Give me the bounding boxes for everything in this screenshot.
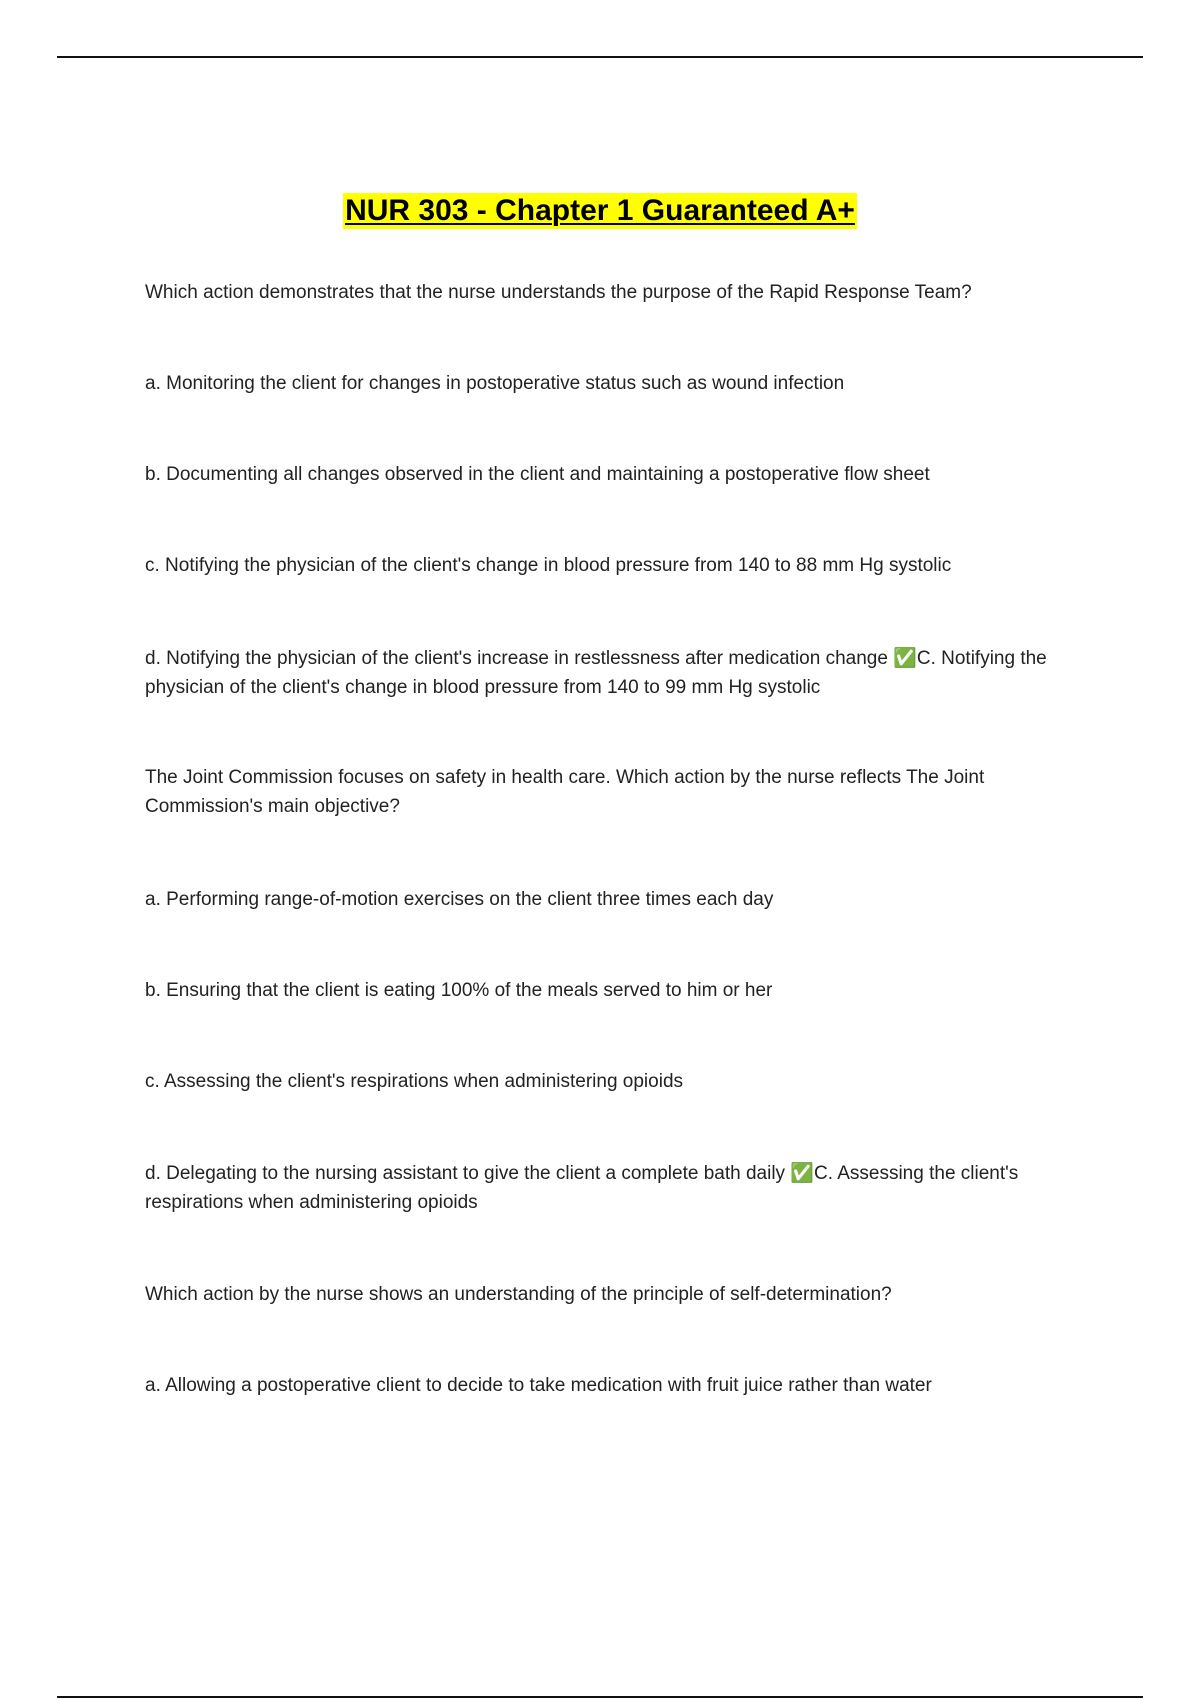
question-1: Which action demonstrates that the nurse understands the purpose of the Rapid Response Team? — [145, 282, 972, 303]
question-2: The Joint Commission focuses on safety in health care. Which action by the nurse reflects The Joint Commission's main objective? — [145, 767, 985, 817]
document-title: NUR 303 - Chapter 1 Guaranteed A+ — [345, 194, 855, 227]
footer-rule — [57, 1696, 1143, 1698]
title-container — [0, 193, 1200, 229]
question-1-option-a: a. Monitoring the client for changes in postoperative status such as wound infection — [145, 373, 845, 394]
question-2-option-c: c. Assessing the client's respirations when administering opioids — [145, 1071, 684, 1092]
question-1-option-d-answer: d. Notifying the physician of the client's increase in restlessness after medication change ✅C. Notifying the physician of the client's change in blood pressure from 140 to 99 mm Hg systolic — [145, 648, 1047, 698]
question-1-option-c: c. Notifying the physician of the client's change in blood pressure from 140 to 88 mm Hg systolic — [145, 555, 952, 576]
question-3: Which action by the nurse shows an understanding of the principle of self-determination? — [145, 1284, 892, 1305]
question-3-option-a: a. Allowing a postoperative client to decide to take medication with fruit juice rather than water — [145, 1375, 932, 1396]
question-1-option-b: b. Documenting all changes observed in the client and maintaining a postoperative flow sheet — [145, 464, 930, 485]
question-2-option-a: a. Performing range-of-motion exercises on the client three times each day — [145, 889, 774, 910]
header-rule — [57, 56, 1143, 58]
question-2-option-b: b. Ensuring that the client is eating 100% of the meals served to him or her — [145, 980, 773, 1001]
question-2-option-d-answer: d. Delegating to the nursing assistant to give the client a complete bath daily ✅C. Assessing the client's respirations when administering opioids — [145, 1163, 1019, 1213]
